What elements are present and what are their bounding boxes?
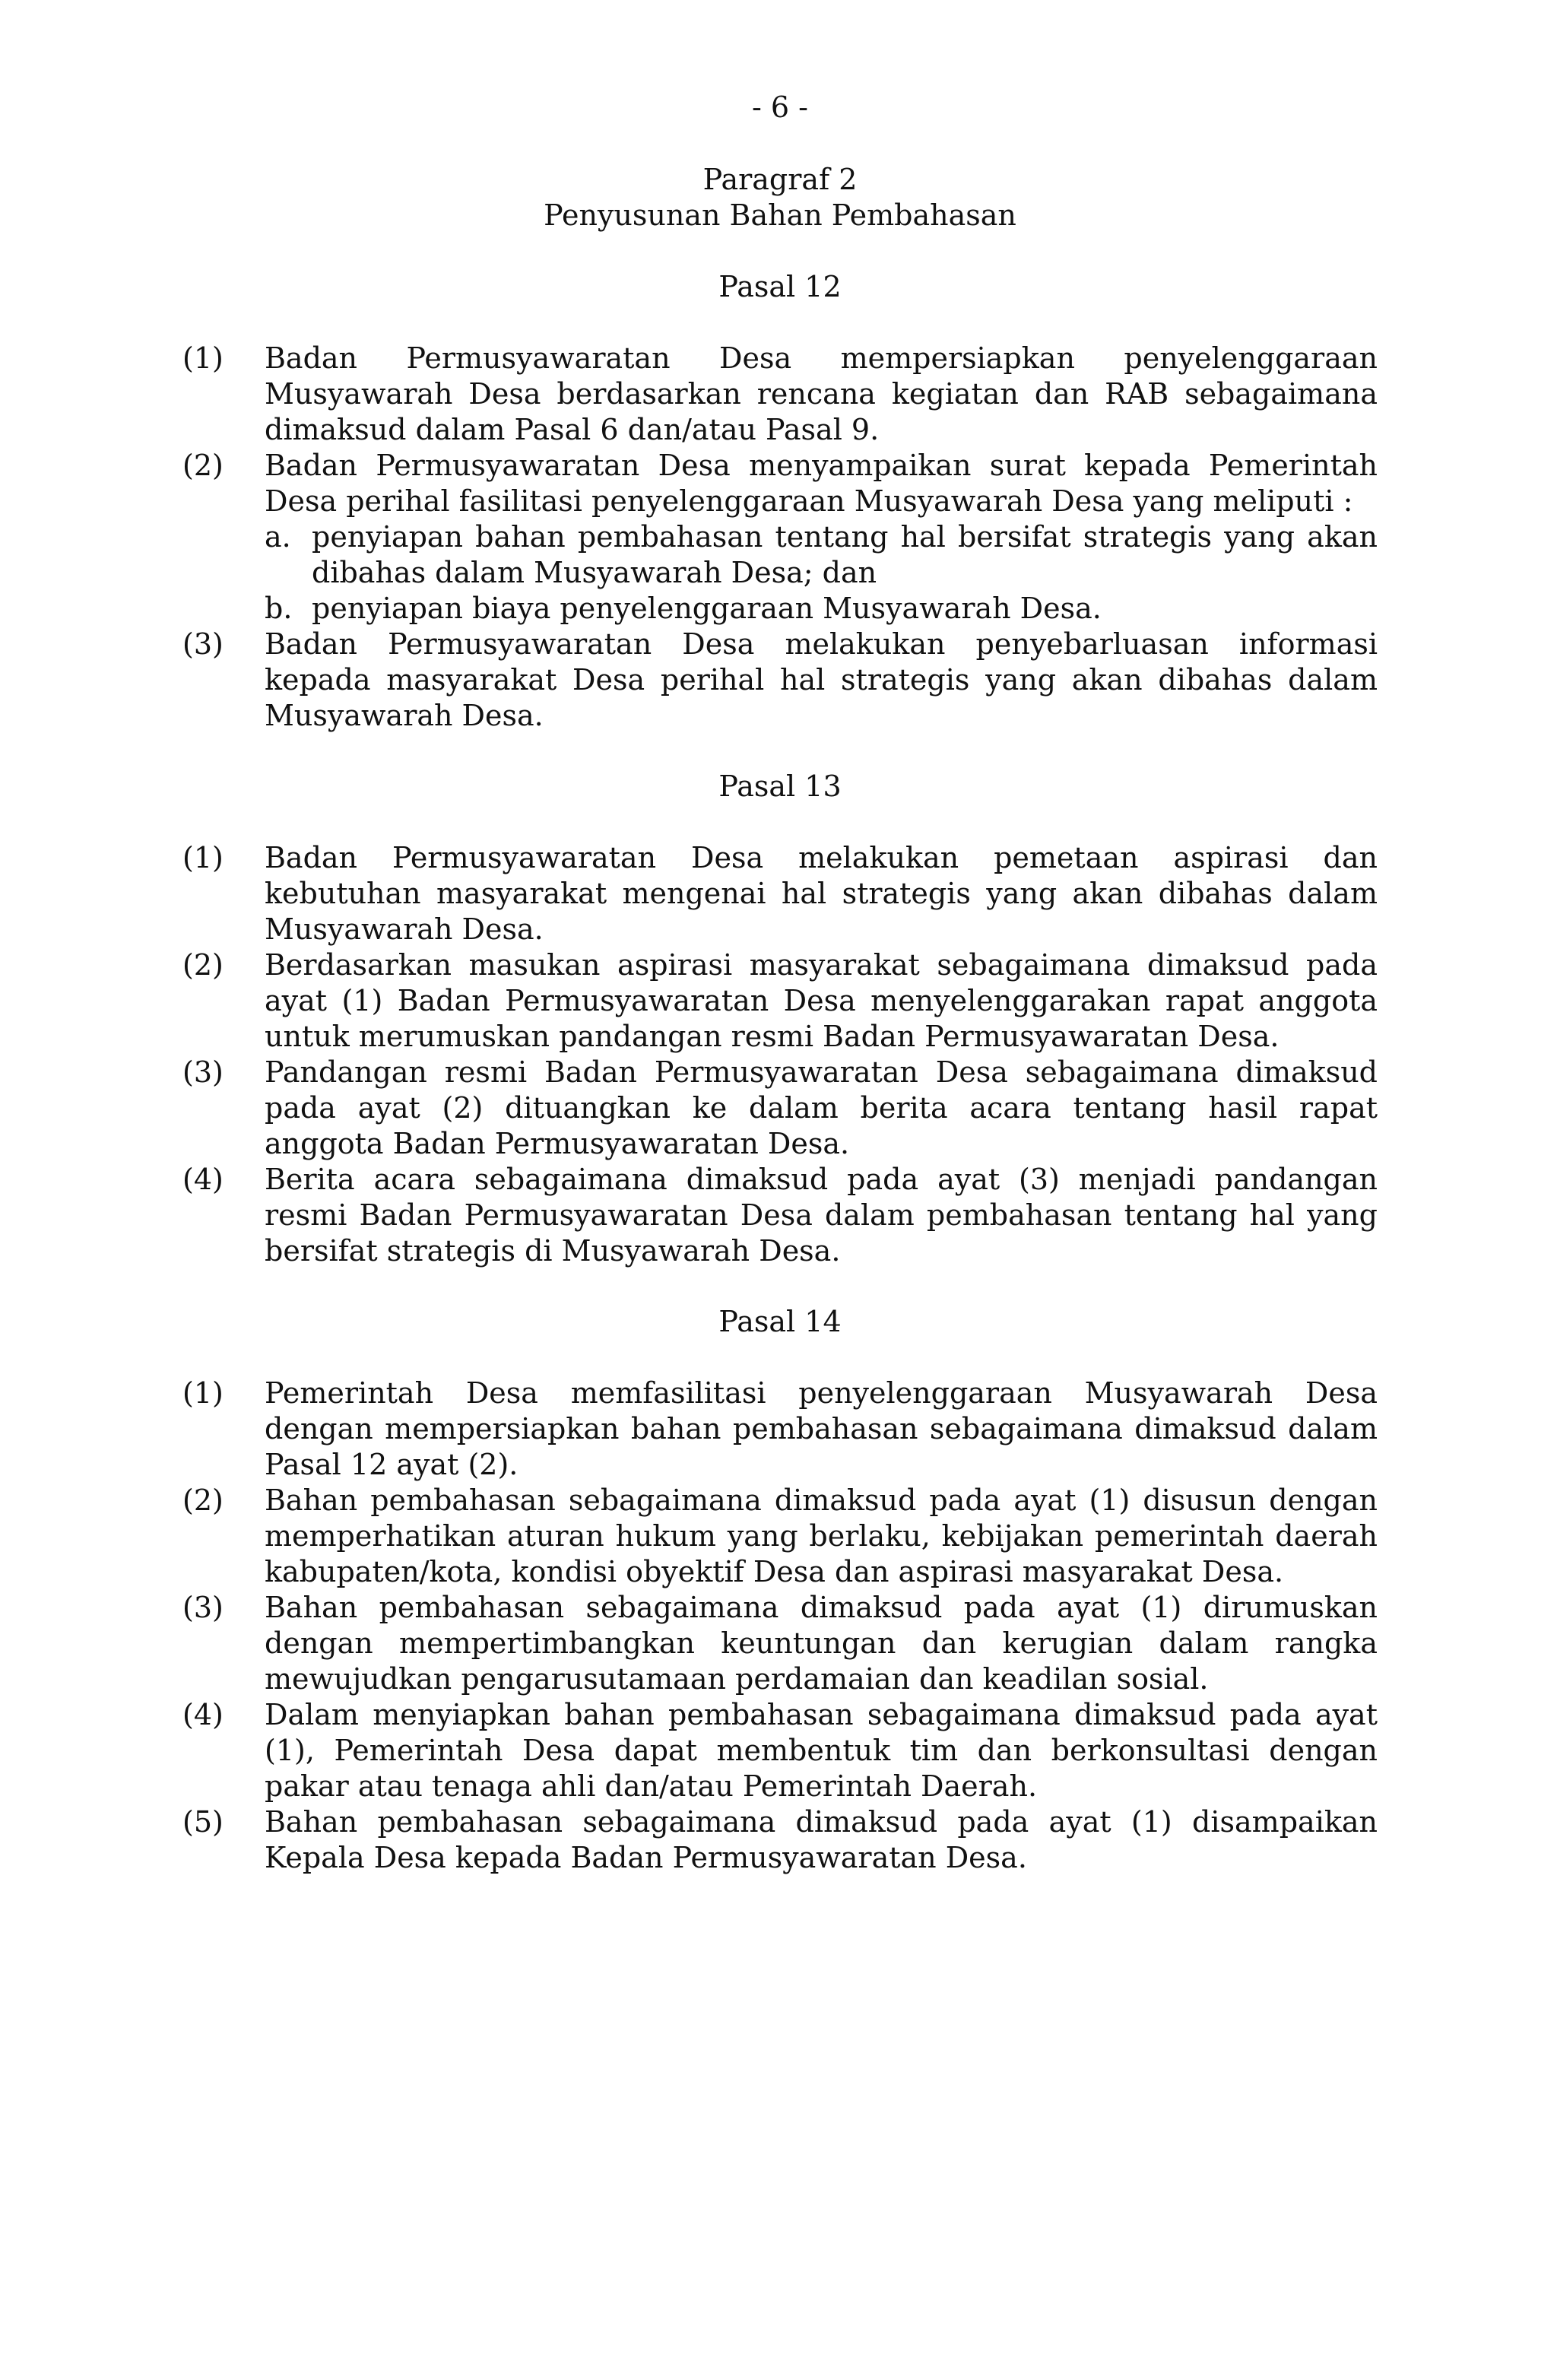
ayat-text: Bahan pembahasan sebagaimana dimaksud pada ayat (1) disampaikan Kepala Desa kepada Badan Permusyawaratan Desa. — [265, 1805, 1378, 1874]
sub-item-letter: a. — [265, 520, 291, 554]
ayat-text: Bahan pembahasan sebagaimana dimaksud pada ayat (1) dirumuskan dengan mempertimbangkan keuntungan dan kerugian dalam rangka mewujudkan pengarusutamaan perdamaian dan keadilan sosial. — [265, 1591, 1378, 1696]
pasal-14-heading: Pasal 14 — [718, 1305, 842, 1338]
sub-item-letter: b. — [265, 592, 293, 625]
pasal-13-heading: Pasal 13 — [718, 770, 842, 803]
ayat-text: Pandangan resmi Badan Permusyawaratan Desa sebagaimana dimaksud pada ayat (2) dituangkan ke dalam berita acara tentang hasil rapat anggota Badan Permusyawaratan Desa. — [265, 1055, 1378, 1160]
pasal-14-ayat-5 — [182, 1804, 1378, 1876]
pasal-14-ayat-2 — [182, 1483, 1378, 1590]
ayat-sub-list — [265, 519, 1378, 627]
pasal-13-ayat-1 — [182, 840, 1378, 947]
ayat-number: (5) — [182, 1805, 224, 1839]
ayat-number: (4) — [182, 1163, 224, 1196]
pasal-12-ayat-2 — [182, 448, 1378, 627]
sub-item-a — [265, 519, 1378, 591]
pasal-14-ayat-4 — [182, 1697, 1378, 1804]
pasal-12-heading: Pasal 12 — [718, 270, 842, 303]
ayat-number: (4) — [182, 1698, 224, 1731]
ayat-number: (3) — [182, 1591, 224, 1624]
paragraf-title: Penyusunan Bahan Pembahasan — [544, 198, 1016, 232]
ayat-number: (3) — [182, 1055, 224, 1089]
sub-item-b — [265, 591, 1378, 627]
pasal-12-ayat-1 — [182, 341, 1378, 448]
ayat-text: Dalam menyiapkan bahan pembahasan sebagaimana dimaksud pada ayat (1), Pemerintah Desa dapat membentuk tim dan berkonsultasi dengan pakar atau tenaga ahli dan/atau Pemerintah Daerah. — [265, 1698, 1378, 1803]
ayat-number: (2) — [182, 948, 224, 982]
page-number: - 6 - — [751, 90, 808, 124]
ayat-number: (1) — [182, 1376, 224, 1410]
ayat-text: Bahan pembahasan sebagaimana dimaksud pada ayat (1) disusun dengan memperhatikan aturan hukum yang berlaku, kebijakan pemerintah daerah kabupaten/kota, kondisi obyektif Desa dan aspirasi masyarakat Desa. — [265, 1484, 1378, 1588]
pasal-14-ayat-1 — [182, 1376, 1378, 1483]
pasal-13-ayat-3 — [182, 1055, 1378, 1162]
sub-item-text: penyiapan bahan pembahasan tentang hal bersifat strategis yang akan dibahas dalam Musyawarah Desa; dan — [312, 520, 1378, 589]
ayat-number: (3) — [182, 627, 224, 661]
paragraf-label: Paragraf 2 — [702, 163, 858, 196]
pasal-12-ayat-3 — [182, 627, 1378, 734]
ayat-text: Pemerintah Desa memfasilitasi penyelenggaraan Musyawarah Desa dengan mempersiapkan bahan pembahasan sebagaimana dimaksud dalam Pasal 12 ayat (2). — [265, 1376, 1378, 1481]
ayat-text: Badan Permusyawaratan Desa melakukan penyebarluasan informasi kepada masyarakat Desa perihal hal strategis yang akan dibahas dalam Musyawarah Desa. — [265, 627, 1378, 732]
ayat-number: (1) — [182, 341, 224, 375]
pasal-13-ayat-2 — [182, 947, 1378, 1055]
pasal-14-ayat-3 — [182, 1590, 1378, 1697]
sub-item-text: penyiapan biaya penyelenggaraan Musyawarah Desa. — [312, 592, 1102, 625]
ayat-text: Badan Permusyawaratan Desa menyampaikan surat kepada Pemerintah Desa perihal fasilitasi penyelenggaraan Musyawarah Desa yang meliputi : — [265, 449, 1378, 518]
pasal-13-ayat-4 — [182, 1162, 1378, 1269]
ayat-text: Badan Permusyawaratan Desa mempersiapkan penyelenggaraan Musyawarah Desa berdasarkan rencana kegiatan dan RAB sebagaimana dimaksud dalam Pasal 6 dan/atau Pasal 9. — [265, 341, 1378, 446]
ayat-number: (1) — [182, 841, 224, 874]
ayat-text: Badan Permusyawaratan Desa melakukan pemetaan aspirasi dan kebutuhan masyarakat mengenai hal strategis yang akan dibahas dalam Musyawarah Desa. — [265, 841, 1378, 946]
ayat-text: Berita acara sebagaimana dimaksud pada ayat (3) menjadi pandangan resmi Badan Permusyawaratan Desa dalam pembahasan tentang hal yang bersifat strategis di Musyawarah Desa. — [265, 1163, 1378, 1268]
ayat-number: (2) — [182, 449, 224, 482]
ayat-number: (2) — [182, 1484, 224, 1517]
ayat-text: Berdasarkan masukan aspirasi masyarakat sebagaimana dimaksud pada ayat (1) Badan Permusyawaratan Desa menyelenggarakan rapat anggota untuk merumuskan pandangan resmi Badan Permusyawaratan Desa. — [265, 948, 1378, 1053]
